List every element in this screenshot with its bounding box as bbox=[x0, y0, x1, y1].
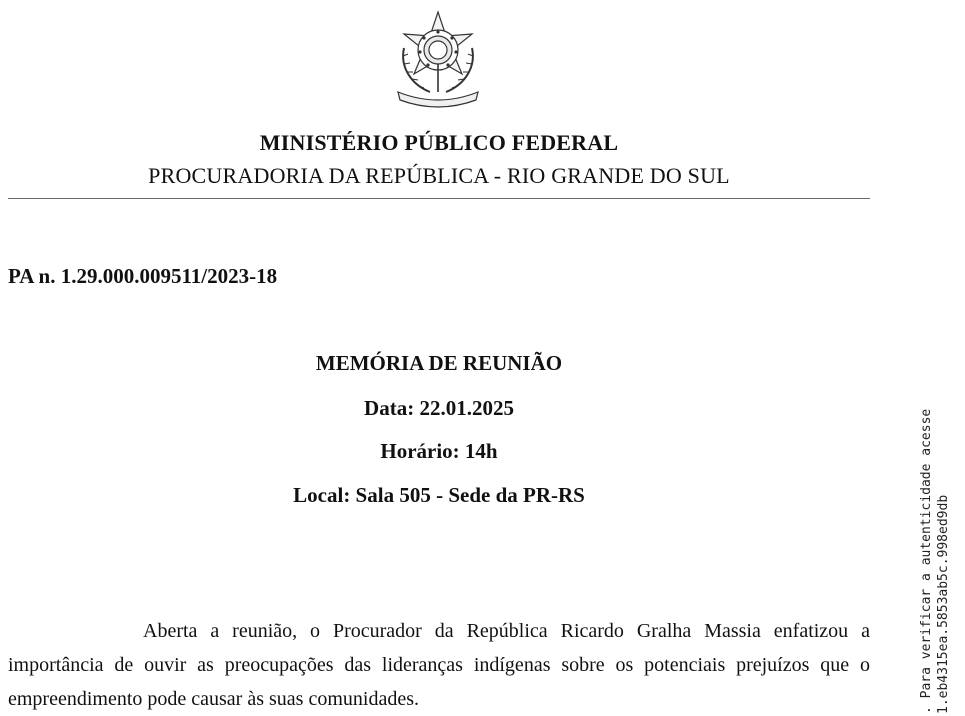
pa-number: PA n. 1.29.000.009511/2023-18 bbox=[8, 264, 278, 288]
document-title: MEMÓRIA DE REUNIÃO bbox=[315, 351, 563, 375]
header-divider bbox=[8, 198, 870, 199]
meeting-date: Data: 22.01.2025 bbox=[364, 396, 514, 420]
procuradoria-subtitle: PROCURADORIA DA REPÚBLICA - RIO GRANDE DO SUL bbox=[148, 163, 730, 188]
body-paragraph: Aberta a reunião, o Procurador da República Ricardo Gralha Massia enfatizou a importância de ouvir as preocupações das lideranças indígenas sobre os potenciais prejuízos que o empreendimento pode causar às suas comunidades. bbox=[8, 620, 870, 710]
meeting-time: Horário: 14h bbox=[380, 439, 498, 463]
authenticity-side-note bbox=[918, 294, 952, 714]
meeting-location: Local: Sala 505 - Sede da PR-RS bbox=[293, 483, 585, 507]
side-note-line-1: . Para verificar a autenticidade acesse bbox=[919, 408, 934, 714]
side-note-line-2: 1.eb4315ea.5853ab5c.998ed9db bbox=[936, 494, 951, 714]
brazil-coat-of-arms-icon bbox=[390, 8, 486, 108]
ministry-title: MINISTÉRIO PÚBLICO FEDERAL bbox=[259, 130, 619, 155]
